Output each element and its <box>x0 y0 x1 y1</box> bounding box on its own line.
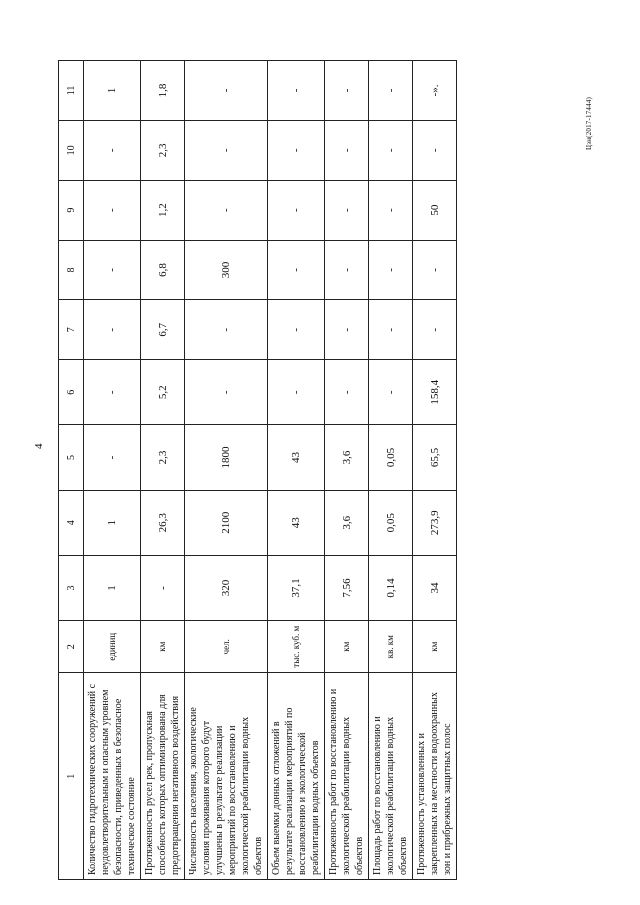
value-cell: 2,3 <box>141 120 185 180</box>
header-cell: 8 <box>59 240 84 300</box>
value-cell: 6,7 <box>141 300 185 360</box>
value-cell: - <box>325 180 369 240</box>
row-unit: км <box>325 621 369 673</box>
value-cell: - <box>268 360 325 425</box>
header-row <box>59 61 84 880</box>
header-cell: 6 <box>59 360 84 425</box>
value-cell: 3,6 <box>325 490 369 555</box>
value-cell: - <box>268 180 325 240</box>
header-cell: 3 <box>59 555 84 620</box>
value-cell: 65,5 <box>413 425 457 490</box>
value-cell: - <box>413 120 457 180</box>
indicators-table-wrapper <box>58 60 453 880</box>
value-cell: 1,2 <box>141 180 185 240</box>
row-description: Протяженность работ по восстановлению и экологической реабилитации водных объектов <box>325 673 369 880</box>
value-cell: 1,8 <box>141 61 185 121</box>
value-cell: - <box>185 61 268 121</box>
table-row <box>268 61 325 880</box>
value-cell: 1 <box>84 555 141 620</box>
table-row <box>84 61 141 880</box>
row-unit: тыс. куб. м <box>268 621 325 673</box>
value-cell: 0,14 <box>369 555 413 620</box>
value-cell: 5,2 <box>141 360 185 425</box>
row-description: Численность населения, экологические условия проживания которого будут улучшены в результате реализации мероприятий по восстановлению и экологической реабилитации водных объектов <box>185 673 268 880</box>
value-cell: 320 <box>185 555 268 620</box>
value-cell: 34 <box>413 555 457 620</box>
value-cell: - <box>325 300 369 360</box>
row-unit: единиц <box>84 621 141 673</box>
row-description: Количество гидротехнических сооружений с неудовлетворительным и опасным уровнем безопасности, приведенных в безопасное техническое состояние <box>84 673 141 880</box>
value-cell: - <box>84 425 141 490</box>
row-unit: чел. <box>185 621 268 673</box>
value-cell: - <box>185 120 268 180</box>
value-cell: 43 <box>268 425 325 490</box>
row-description: Объем выемки донных отложений в результате реализации мероприятий по восстановлению и экологической реабилитации водных объектов <box>268 673 325 880</box>
table-row <box>369 61 413 880</box>
header-cell: 10 <box>59 120 84 180</box>
row-description: Протяженность русел рек, пропускная способность которых оптимизирована для предотвращения негативного воздействия <box>141 673 185 880</box>
header-cell: 5 <box>59 425 84 490</box>
value-cell: - <box>84 120 141 180</box>
indicators-table <box>58 60 457 880</box>
value-cell: - <box>325 240 369 300</box>
value-cell: - <box>325 120 369 180</box>
row-description: Протяженность установленных и закрепленных на местности водоохранных зон и прибрежных защитных полос <box>413 673 457 880</box>
value-cell: 1800 <box>185 425 268 490</box>
value-cell: 1 <box>84 490 141 555</box>
value-cell: - <box>84 240 141 300</box>
value-cell: - <box>325 61 369 121</box>
value-cell: -». <box>413 61 457 121</box>
value-cell: 300 <box>185 240 268 300</box>
row-unit: кв. км <box>369 621 413 673</box>
value-cell: 158,4 <box>413 360 457 425</box>
value-cell: - <box>369 300 413 360</box>
value-cell: 6,8 <box>141 240 185 300</box>
value-cell: - <box>369 240 413 300</box>
header-cell: 9 <box>59 180 84 240</box>
page-number: 4 <box>33 443 45 449</box>
value-cell: - <box>325 360 369 425</box>
header-cell: 2 <box>59 621 84 673</box>
value-cell: 26,3 <box>141 490 185 555</box>
value-cell: - <box>141 555 185 620</box>
table-row <box>325 61 369 880</box>
value-cell: - <box>185 360 268 425</box>
table-row <box>185 61 268 880</box>
value-cell: 2100 <box>185 490 268 555</box>
value-cell: 2,3 <box>141 425 185 490</box>
table-row <box>413 61 457 880</box>
header-cell: 4 <box>59 490 84 555</box>
value-cell: 1 <box>84 61 141 121</box>
value-cell: - <box>268 300 325 360</box>
row-unit: км <box>141 621 185 673</box>
value-cell: - <box>268 240 325 300</box>
value-cell: 50 <box>413 180 457 240</box>
header-cell: 11 <box>59 61 84 121</box>
value-cell: - <box>369 180 413 240</box>
header-cell: 1 <box>59 673 84 880</box>
header-cell: 7 <box>59 300 84 360</box>
value-cell: 3,6 <box>325 425 369 490</box>
value-cell: - <box>413 300 457 360</box>
value-cell: 0,05 <box>369 425 413 490</box>
value-cell: - <box>84 360 141 425</box>
value-cell: - <box>369 61 413 121</box>
value-cell: - <box>185 300 268 360</box>
value-cell: - <box>413 240 457 300</box>
value-cell: - <box>369 120 413 180</box>
value-cell: - <box>369 360 413 425</box>
document-code: Цзн(2017-17444) <box>585 96 593 150</box>
value-cell: 37,1 <box>268 555 325 620</box>
value-cell: 7,56 <box>325 555 369 620</box>
value-cell: - <box>84 180 141 240</box>
value-cell: 43 <box>268 490 325 555</box>
row-unit: км <box>413 621 457 673</box>
row-description: Площадь работ по восстановлению и экологической реабилитации водных объектов <box>369 673 413 880</box>
value-cell: - <box>84 300 141 360</box>
table-row <box>141 61 185 880</box>
value-cell: - <box>268 120 325 180</box>
value-cell: 273,9 <box>413 490 457 555</box>
value-cell: - <box>185 180 268 240</box>
value-cell: - <box>268 61 325 121</box>
value-cell: 0,05 <box>369 490 413 555</box>
